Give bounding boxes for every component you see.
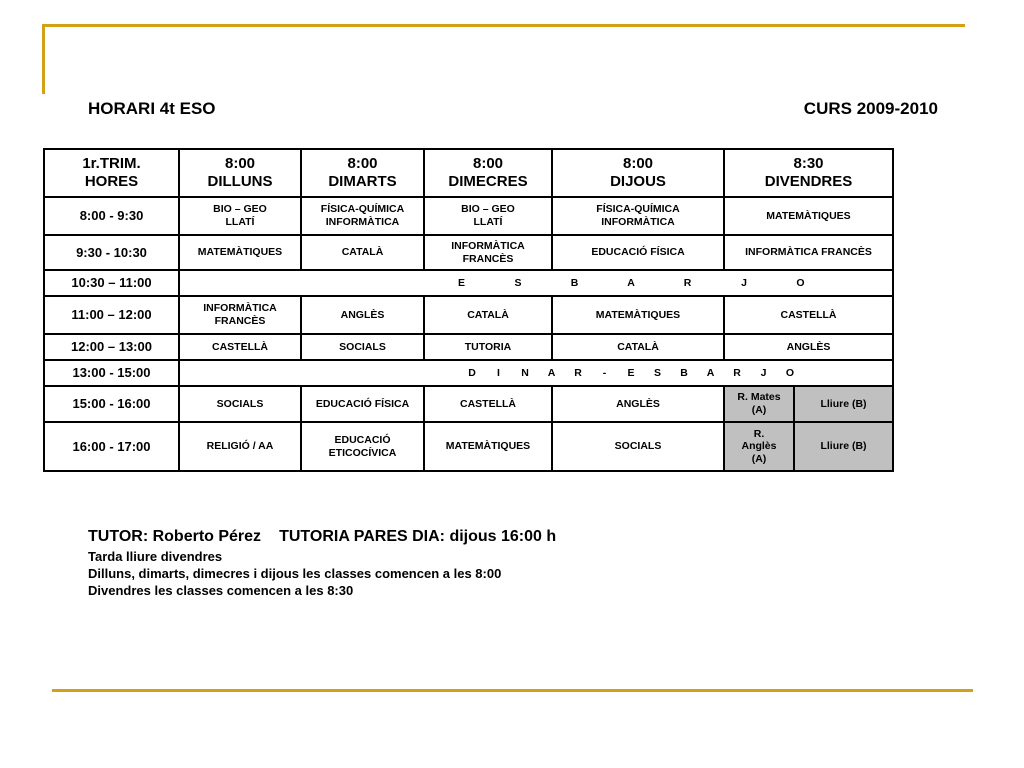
day-header-thursday <box>552 149 724 197</box>
break-letter: E <box>627 366 635 379</box>
schedule-table <box>43 148 894 472</box>
time-slot: 13:00 - 15:00 <box>44 360 179 386</box>
subject-cell: ANGLÈS <box>301 296 424 334</box>
top-rule <box>42 24 965 27</box>
subject-cell: CASTELLÀ <box>179 334 301 360</box>
break-letter: S <box>653 366 661 379</box>
day-header-friday <box>724 149 893 197</box>
time-slot: 10:30 – 11:00 <box>44 270 179 296</box>
school-year: CURS 2009-2010 <box>803 99 938 118</box>
break-letter: R <box>574 366 582 379</box>
schedule-row <box>44 422 893 471</box>
day-start-time: 8:30 <box>793 155 824 172</box>
parent-meeting: TUTORIA PARES DIA: dijous 16:00 h <box>279 528 557 545</box>
subject-cell: CATALÀ <box>301 235 424 270</box>
break-letter: E <box>457 276 465 289</box>
break-letter: D <box>468 366 476 379</box>
subject-cell: EDUCACIÓ FÍSICA <box>301 386 424 422</box>
day-header-tuesday <box>301 149 424 197</box>
day-name: DIMARTS <box>328 173 397 190</box>
subject-cell: SOCIALS <box>552 422 724 471</box>
subject-cell: CATALÀ <box>552 334 724 360</box>
day-header-monday <box>179 149 301 197</box>
break-letter: O <box>796 276 805 289</box>
subject-cell: CASTELLÀ <box>424 386 552 422</box>
subject-cell: SOCIALS <box>301 334 424 360</box>
free-period-cell: Lliure (B) <box>794 422 893 471</box>
subject-cell: EDUCACIÓ FÍSICA <box>552 235 724 270</box>
subject-cell: RELIGIÓ / AA <box>179 422 301 471</box>
time-slot: 8:00 - 9:30 <box>44 197 179 235</box>
break-letter: R <box>733 366 741 379</box>
subject-cell: MATEMÀTIQUES <box>179 235 301 270</box>
header-row <box>44 149 893 197</box>
time-slot: 11:00 – 12:00 <box>44 296 179 334</box>
subject-cell: INFORMÀTICA FRANCÈS <box>179 296 301 334</box>
subject-cell: ANGLÈS <box>552 386 724 422</box>
day-start-time: 8:00 <box>472 155 504 172</box>
day-name: DILLUNS <box>207 173 273 190</box>
day-start-time: 8:00 <box>347 155 378 172</box>
schedule-row <box>44 235 893 270</box>
schedule-row <box>44 334 893 360</box>
term-label: 1r.TRIM. <box>82 155 141 172</box>
break-letter: I <box>497 366 500 379</box>
break-letter: R <box>683 276 692 289</box>
break-letter: A <box>547 366 556 379</box>
subject-cell: ANGLÈS <box>724 334 893 360</box>
subject-cell: CATALÀ <box>424 296 552 334</box>
subject-cell: FÍSICA-QUÍMICA INFORMÀTICA <box>301 197 424 235</box>
break-cell <box>179 270 893 296</box>
subject-cell: MATEMÀTIQUES <box>552 296 724 334</box>
day-name: DIMECRES <box>448 173 528 190</box>
day-name: DIJOUS <box>610 173 666 190</box>
schedule-body <box>44 197 893 471</box>
note-line: Dilluns, dimarts, dimecres i dijous les classes comencen a les 8:00 <box>88 566 502 581</box>
break-cell <box>179 360 893 386</box>
subject-cell: BIO – GEO LLATÍ <box>179 197 301 235</box>
break-letter: J <box>741 276 747 289</box>
break-letter: N <box>521 366 529 379</box>
subject-cell: BIO – GEO LLATÍ <box>424 197 552 235</box>
subject-cell: EDUCACIÓ ETICOCÍVICA <box>301 422 424 471</box>
day-header-wednesday <box>424 149 552 197</box>
break-letter: A <box>627 276 635 289</box>
time-slot: 16:00 - 17:00 <box>44 422 179 471</box>
schedule-row <box>44 360 893 386</box>
time-slot: 9:30 - 10:30 <box>44 235 179 270</box>
break-letter: B <box>570 276 579 289</box>
note-line: Divendres les classes comencen a les 8:30 <box>88 583 354 598</box>
footer-notes <box>88 528 556 599</box>
schedule-row <box>44 386 893 422</box>
bottom-rule <box>52 689 973 692</box>
subject-cell: CASTELLÀ <box>724 296 893 334</box>
subject-cell: SOCIALS <box>179 386 301 422</box>
free-period-cell: Lliure (B) <box>794 386 893 422</box>
reinforcement-cell: R. Anglès (A) <box>724 422 794 471</box>
subject-cell: TUTORIA <box>424 334 552 360</box>
break-letter: O <box>785 366 795 379</box>
time-slot: 12:00 – 13:00 <box>44 334 179 360</box>
day-start-time: 8:00 <box>224 155 256 172</box>
subject-cell: INFORMÀTICA FRANCÈS <box>724 235 893 270</box>
break-letter: J <box>760 366 767 379</box>
schedule-row <box>44 197 893 235</box>
hours-label: HORES <box>84 173 139 190</box>
break-letter: B <box>680 366 688 379</box>
reinforcement-cell: R. Mates (A) <box>724 386 794 422</box>
schedule-row <box>44 296 893 334</box>
tutor-name: TUTOR: Roberto Pérez <box>88 528 262 545</box>
note-line: Tarda lliure divendres <box>88 549 223 564</box>
break-letter: S <box>514 276 522 289</box>
schedule-row <box>44 270 893 296</box>
subject-cell: INFORMÀTICA FRANCÈS <box>424 235 552 270</box>
subject-cell: MATEMÀTIQUES <box>724 197 893 235</box>
subject-cell: FÍSICA-QUÍMICA INFORMÀTICA <box>552 197 724 235</box>
left-rule <box>42 24 45 94</box>
subject-cell: MATEMÀTIQUES <box>424 422 552 471</box>
break-letter: - <box>602 366 607 379</box>
tutor-line <box>88 528 556 546</box>
day-name: DIVENDRES <box>764 173 853 190</box>
day-start-time: 8:00 <box>622 155 654 172</box>
break-letter: A <box>706 366 715 379</box>
corner-header <box>44 149 179 197</box>
page-title: HORARI 4t ESO <box>88 99 216 118</box>
time-slot: 15:00 - 16:00 <box>44 386 179 422</box>
